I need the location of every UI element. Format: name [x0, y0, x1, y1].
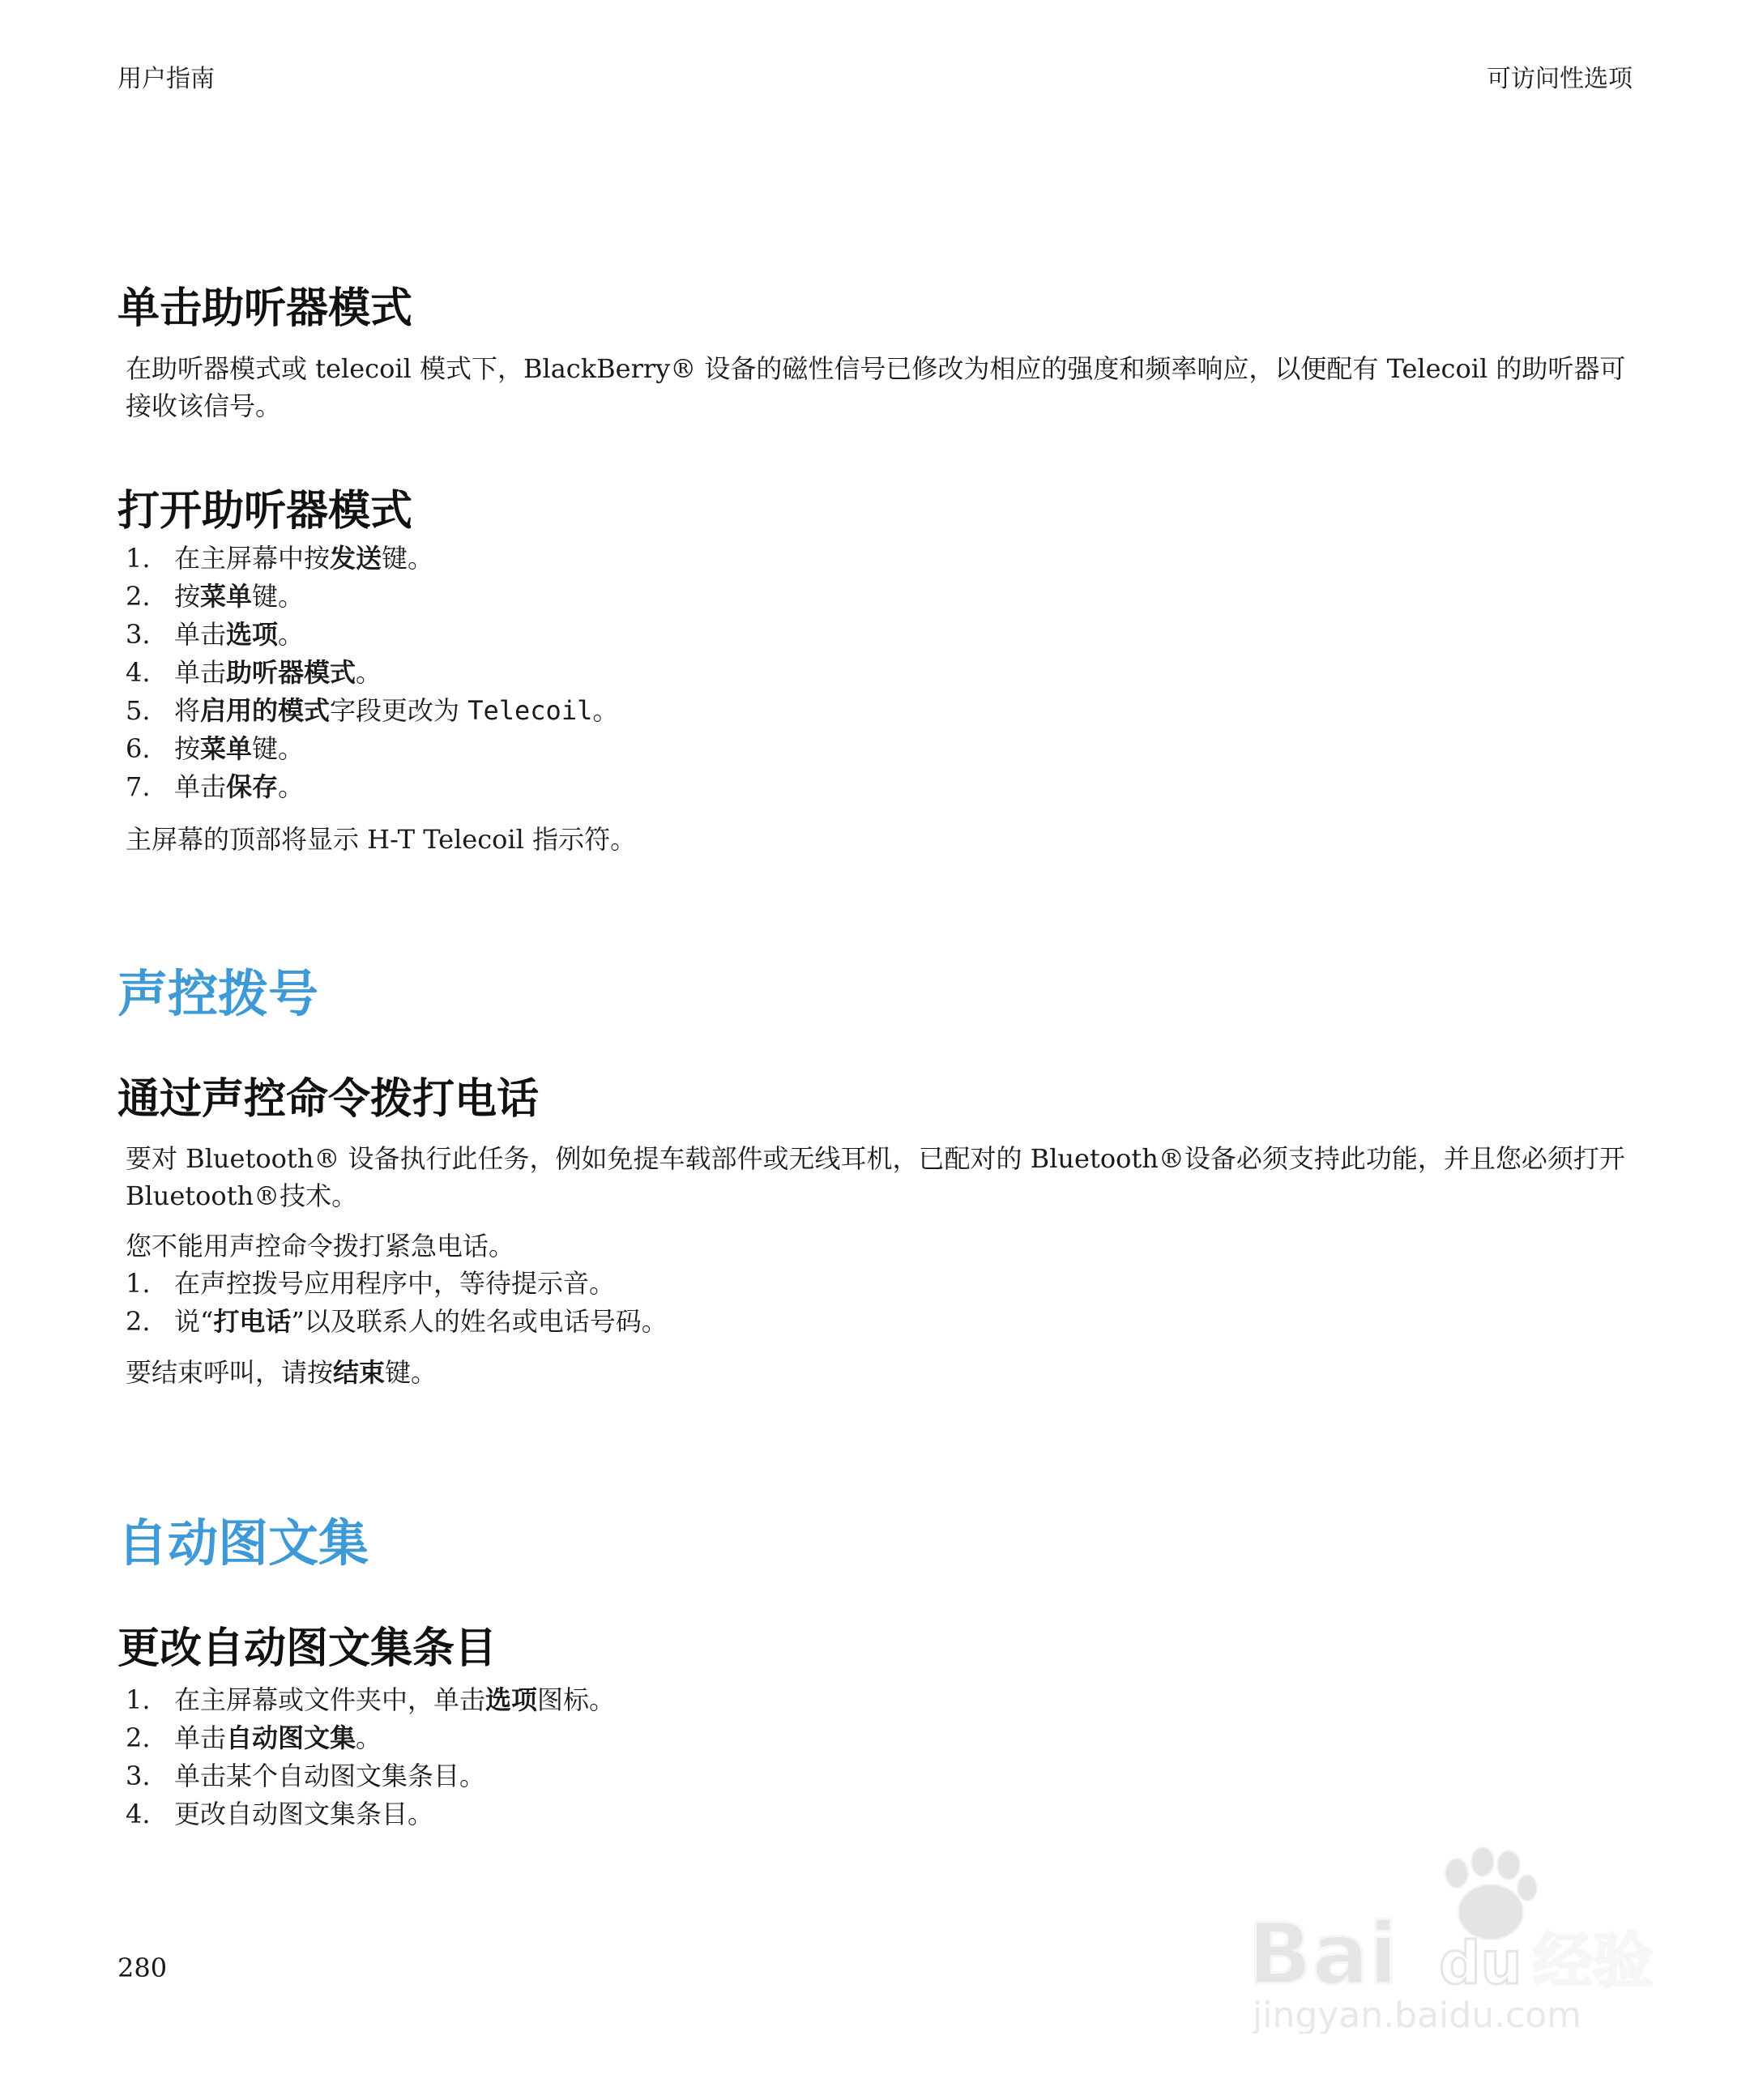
list-item	[126, 1795, 1641, 1833]
list-item	[126, 616, 1641, 654]
step-text: 说“	[174, 1305, 214, 1337]
list-item	[126, 540, 1641, 578]
step-text-end: 。	[356, 1722, 382, 1753]
section-voice-dial	[117, 964, 1641, 1391]
watermark-logo-icon	[1248, 1839, 1669, 2034]
steps-open-hearing-aid	[117, 540, 1641, 806]
ui-term: 菜单	[200, 581, 253, 612]
step-number: 1.	[126, 1684, 151, 1715]
step-text-end: 。	[356, 657, 382, 689]
ui-term: 选项	[485, 1684, 538, 1715]
step-number: 7.	[126, 771, 151, 803]
step-text: 将	[174, 695, 201, 727]
heading-open-hearing-aid: 打开助听器模式	[117, 487, 413, 536]
list-item	[126, 730, 1641, 768]
step-number: 4.	[126, 657, 151, 689]
step-text-end: 图标。	[537, 1684, 616, 1715]
step-number: 2.	[126, 1305, 151, 1337]
step-text-end: ”以及联系人的姓名或电话号码。	[291, 1305, 668, 1337]
ui-term: 助听器模式	[226, 657, 356, 689]
list-item	[126, 578, 1641, 616]
step-text: 按	[174, 581, 201, 612]
baidu-jingyan-watermark	[1248, 1839, 1669, 2034]
section-open-hearing-aid	[117, 486, 1641, 858]
ui-term: 保存	[226, 771, 279, 803]
step-text: 在声控拨号应用程序中，等待提示音。	[174, 1267, 616, 1299]
end-text: 要结束呼叫，请按	[126, 1356, 334, 1388]
hearing-aid-result: 主屏幕的顶部将显示 H-T Telecoil 指示符。	[126, 824, 637, 856]
step-number: 2.	[126, 1722, 151, 1753]
step-text: 按	[174, 733, 201, 765]
step-text: 单击	[174, 657, 227, 689]
list-item	[126, 1265, 1641, 1303]
step-number: 5.	[126, 695, 151, 727]
step-number: 3.	[126, 619, 151, 651]
step-number: 1.	[126, 1267, 151, 1299]
svg-text:jingyan.baidu.com: jingyan.baidu.com	[1253, 1995, 1582, 2034]
header-section-title: 可访问性选项	[1487, 65, 1633, 93]
step-text-end: 字段更改为	[330, 695, 468, 727]
voice-dial-intro: 要对 Bluetooth® 设备执行此任务，例如免提车载部件或无线耳机，已配对的 Bluetooth®设备必须支持此功能，并且您必须打开 Bluetooth®技术。	[126, 1142, 1625, 1211]
ui-term: 发送	[330, 543, 382, 574]
step-text: 单击某个自动图文集条目。	[174, 1760, 486, 1791]
page-number: 280	[117, 1953, 168, 1983]
step-text-end: 。	[278, 771, 305, 803]
list-item	[126, 1757, 1641, 1795]
step-number: 2.	[126, 581, 151, 612]
voice-dial-end	[117, 1354, 1641, 1391]
step-number: 6.	[126, 733, 151, 765]
step-text-end: 键。	[252, 733, 305, 765]
steps-autotext	[117, 1681, 1641, 1833]
step-text: 单击	[174, 1722, 227, 1753]
step-text-end: 键。	[382, 543, 434, 574]
ui-term: 菜单	[200, 733, 253, 765]
step-number: 1.	[126, 543, 151, 574]
section-autotext	[117, 1513, 1641, 1833]
heading-change-autotext: 更改自动图文集条目	[117, 1624, 497, 1674]
end-text-end: 键。	[385, 1356, 438, 1388]
svg-text:Bai: Bai	[1248, 1905, 1398, 2004]
heading-autotext: 自动图文集	[117, 1513, 369, 1573]
steps-voice-dial	[117, 1265, 1641, 1341]
step-number: 3.	[126, 1760, 151, 1791]
step-text: 更改自动图文集条目。	[174, 1798, 434, 1829]
list-item	[126, 1719, 1641, 1757]
ui-term: 自动图文集	[226, 1722, 356, 1753]
list-item	[126, 768, 1641, 806]
hearing-aid-intro: 在助听器模式或 telecoil 模式下，BlackBerry® 设备的磁性信号已修改为相应的强度和频率响应，以便配有 Telecoil 的助听器可接收该信号。	[126, 353, 1626, 422]
heading-voice-call: 通过声控命令拨打电话	[117, 1075, 540, 1125]
ui-term: 启用的模式	[200, 695, 331, 727]
ui-term: 打电话	[213, 1305, 292, 1337]
list-item	[126, 1303, 1641, 1341]
heading-voice-dial: 声控拨号	[117, 964, 319, 1023]
ui-term: 选项	[226, 619, 279, 651]
section-hearing-aid	[117, 284, 1641, 425]
heading-hearing-aid: 单击助听器模式	[117, 284, 413, 333]
list-item	[126, 654, 1641, 692]
step-text: 在主屏幕或文件夹中，单击	[174, 1684, 486, 1715]
step-text-end: 。	[592, 695, 619, 727]
step-text: 单击	[174, 619, 227, 651]
list-item	[126, 1681, 1641, 1719]
header-doc-title: 用户指南	[117, 65, 215, 93]
step-text: 单击	[174, 771, 227, 803]
voice-dial-note: 您不能用声控命令拨打紧急电话。	[126, 1230, 515, 1261]
list-item	[126, 692, 1641, 730]
step-text-end: 键。	[252, 581, 305, 612]
step-text-end: 。	[278, 619, 305, 651]
svg-text:du: du	[1439, 1929, 1522, 1997]
field-value: Telecoil	[467, 695, 593, 727]
svg-text:经验: 经验	[1533, 1927, 1653, 1996]
ui-term: 结束	[333, 1356, 386, 1388]
step-text: 在主屏幕中按	[174, 543, 331, 574]
step-number: 4.	[126, 1798, 151, 1829]
